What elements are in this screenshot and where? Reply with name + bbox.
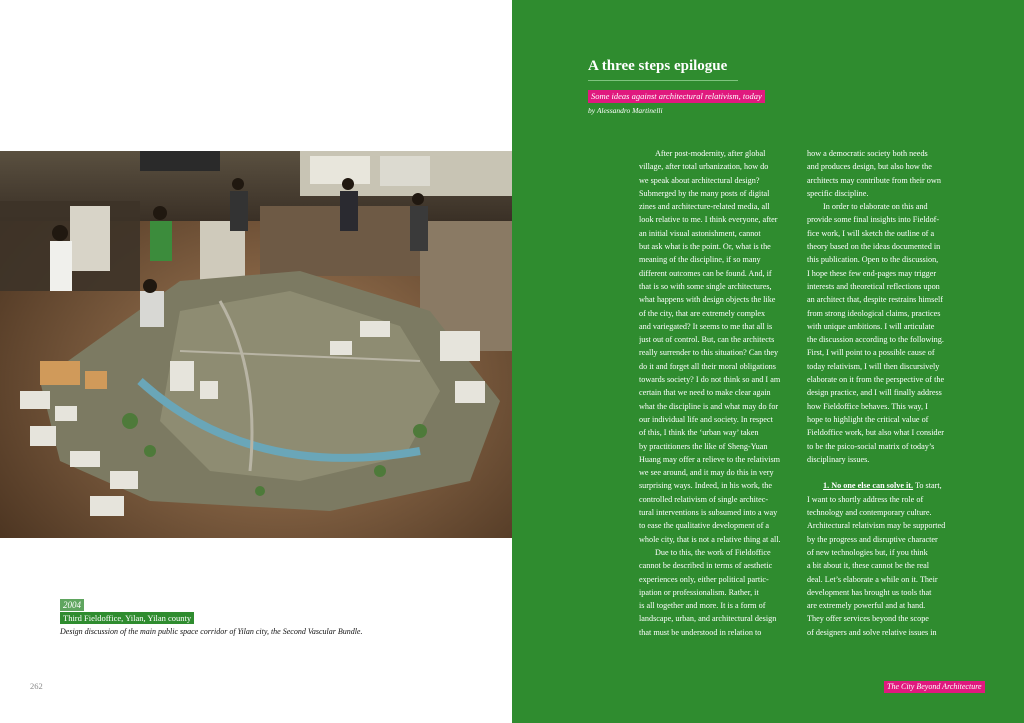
text-line: technology and contemporary culture. — [807, 508, 932, 518]
text-line: this publication. Open to the discussion, — [807, 255, 939, 265]
text-line: certain that we need to make clear again — [639, 388, 771, 398]
section-lead: 1. No one else can solve it. — [823, 481, 914, 491]
text-line: are extremely powerful and at hand. — [807, 601, 926, 611]
text-line: Architectural relativism may be supported — [807, 521, 946, 531]
text-line: what happens with design objects the like — [639, 295, 776, 305]
text-line: do it and forget all their moral obligations — [639, 361, 776, 371]
text-line: cannot be described in terms of aesthetic — [639, 561, 773, 571]
text-line: and variegated? It seems to me that all is — [639, 321, 773, 331]
text-line: surprising ways. Indeed, in his work, the — [639, 481, 773, 491]
text-line: that must be understood in relation to — [639, 627, 762, 637]
text-line: experiences only, either political partic- — [639, 574, 769, 584]
text-line: to be the psico-social matrix of today’s — [807, 441, 935, 451]
text-line: meaning of the discipline, if so many — [639, 255, 761, 265]
text-line: elaborate on it from the perspective of the — [807, 375, 945, 385]
text-line: how a democratic society both needs — [807, 149, 928, 158]
text-line: Fieldoffice work, but also what I consider — [807, 428, 944, 438]
text-line: After post-modernity, after global — [655, 149, 766, 158]
text-line: different outcomes can be found. And, if — [639, 268, 772, 278]
text-line: Due to this, the work of Fieldoffice — [655, 547, 771, 557]
text-line: really surrender to this situation? Can they — [639, 348, 779, 358]
text-line: development has brought us tools that — [807, 587, 932, 597]
text-line: architects may contribute from their own — [807, 175, 941, 185]
right-page — [512, 0, 1024, 723]
text-line: design practice, and I will finally address — [807, 388, 942, 398]
text-line: of designers and solve relative issues in — [807, 627, 937, 637]
text-line: of this, I think the ‘urban way’ taken — [639, 428, 759, 438]
text-line: and produces design, but also how the — [807, 162, 932, 172]
page-number: 262 — [30, 681, 43, 691]
article-subtitle: Some ideas against architectural relativism, today — [588, 90, 765, 103]
byline: by Alessandro Martinelli — [588, 106, 663, 115]
text-line: zines and architecture-related media, all — [639, 202, 770, 212]
text-line: of new technologies but, if you think — [807, 547, 928, 557]
text-line: In order to elaborate on this and — [823, 202, 928, 212]
text-line: deal. Let’s elaborate a while on it. Their — [807, 574, 938, 584]
text-column-2 — [807, 147, 967, 639]
text-line: today relativism, I will then discursively — [807, 361, 940, 371]
text-line: They offer services beyond the scope — [807, 614, 929, 624]
text-line: by the progress and disruptive character — [807, 534, 938, 544]
text-line: but ask what is the point. Or, what is the — [639, 242, 771, 252]
caption-year: 2004 — [60, 599, 84, 611]
text-line: what the discipline is and what may do for — [639, 401, 779, 411]
text-line: towards society? I do not think so and I am — [639, 375, 781, 385]
text-line: the discussion according to the following. — [807, 335, 944, 345]
text-line: with unique ambitions. I will articulate — [807, 321, 935, 331]
running-footer-tag: The City Beyond Architecture — [884, 681, 985, 693]
article-title: A three steps epilogue — [588, 58, 728, 74]
text-line: tural interventions is subsumed into a way — [639, 508, 778, 518]
text-line: specific discipline. — [807, 188, 869, 198]
text-line: a bit about it, these cannot be the real — [807, 561, 930, 571]
text-line: Submerged by the many posts of digital — [639, 188, 770, 198]
text-line: theory based on the ideas documented in — [807, 242, 941, 252]
text-line: an architect that, despite restrains himself — [807, 295, 943, 305]
text-line: look relative to me. I think everyone, after — [639, 215, 778, 225]
text-line: landscape, urban, and architectural design — [639, 614, 777, 624]
text-line: whole city, that is not a relative thing at all. — [639, 534, 781, 544]
text-line: fice work, I will sketch the outline of a — [807, 228, 935, 238]
text-line: I hope these few end-pages may trigger — [807, 268, 937, 278]
text-line: we speak about architectural design? — [639, 175, 760, 185]
caption-place: Third Fieldoffice, Yilan, Yilan county — [60, 612, 194, 624]
text-line: First, I will point to a possible cause of — [807, 348, 935, 358]
text-line: how Fieldoffice behaves. This way, I — [807, 401, 928, 411]
text-line: I want to shortly address the role of — [807, 494, 924, 504]
text-line: is all together and more. It is a form of — [639, 601, 766, 611]
text-line: disciplinary issues. — [807, 454, 870, 464]
text-line: from strong ideological claims, practices — [807, 308, 941, 318]
caption-description: Design discussion of the main public space corridor of Yilan city, the Second Vascular Bundle. — [60, 627, 363, 636]
text-line: ipation or professionalism. Rather, it — [639, 587, 759, 597]
title-rule — [588, 80, 738, 81]
section-lead-rest: To start, — [913, 481, 942, 491]
text-line: hope to highlight the critical value of — [807, 414, 929, 424]
text-line: an initial visual astonishment, cannot — [639, 228, 761, 238]
text-line: to ease the qualitative development of a — [639, 521, 770, 531]
text-line: provide some final insights into Fieldof- — [807, 215, 940, 225]
text-column-1 — [639, 147, 799, 639]
text-line: just out of control. But, can the architects — [639, 335, 775, 345]
studio-model-photo — [0, 151, 512, 538]
text-line: our individual life and society. In respect — [639, 414, 773, 424]
text-line: Huang may offer a relieve to the relativism — [639, 454, 781, 464]
text-line: interests and theoretical reflections upon — [807, 281, 940, 291]
paragraph-gap — [807, 466, 967, 479]
text-line: village, after total urbanization, how do — [639, 162, 769, 172]
text-line: by practitioners the like of Sheng-Yuan — [639, 441, 768, 451]
section-heading-line — [807, 479, 967, 492]
photo-illustration — [0, 151, 512, 538]
text-line: that is so with some single architectures, — [639, 281, 772, 291]
text-line: we see around, and it may do this in very — [639, 468, 774, 478]
text-line: of the city, that are extremely complex — [639, 308, 766, 318]
text-line: controlled relativism of single architec- — [639, 494, 769, 504]
